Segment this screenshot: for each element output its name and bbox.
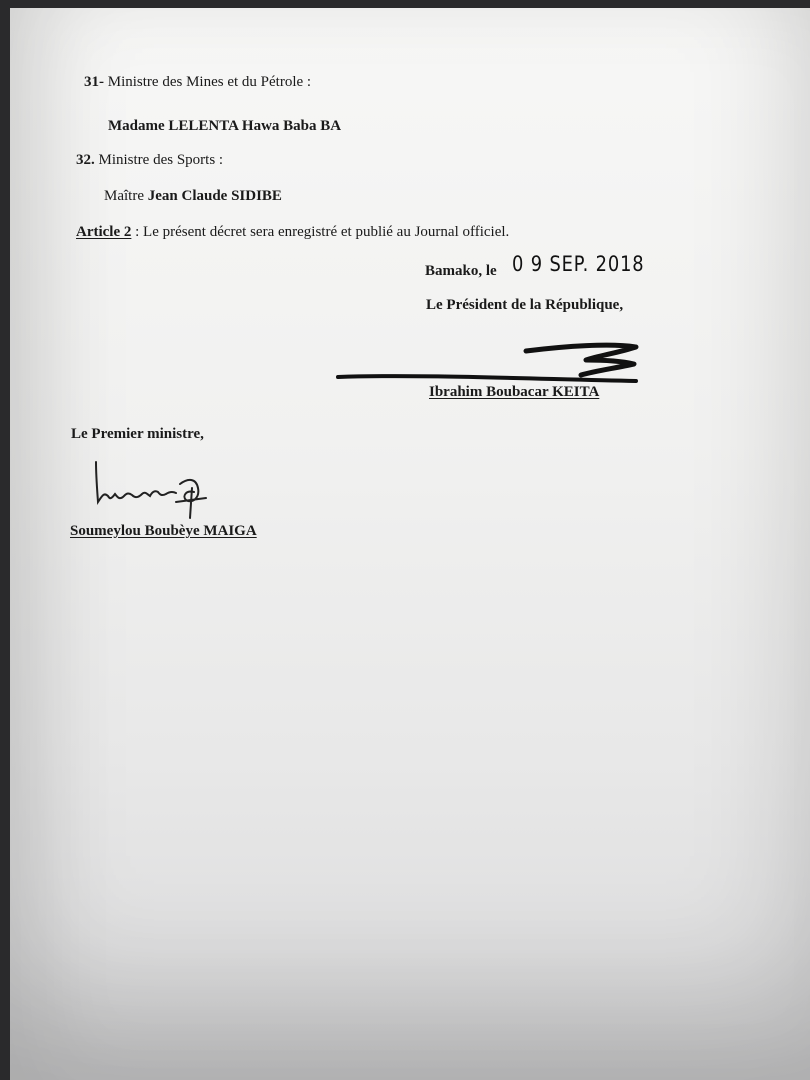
minister-title: Ministre des Mines et du Pétrole :: [107, 74, 312, 90]
minister-32-name: [104, 188, 282, 205]
document-page: [10, 8, 810, 1080]
article-2: [76, 224, 509, 241]
prime-minister-signature: [90, 458, 215, 520]
article-text: : Le présent décret sera enregistré et publié au Journal officiel.: [131, 224, 510, 240]
minister-title: Ministre des Sports :: [98, 152, 224, 168]
name-prefix: Maître: [104, 188, 144, 204]
president-title: Le Président de la République,: [426, 297, 624, 313]
minister-name: Jean Claude SIDIBE: [147, 188, 282, 204]
article-label: Article 2: [76, 224, 132, 240]
prime-minister-name: Soumeylou Boubèye MAIGA: [70, 523, 257, 539]
minister-number: 31-: [84, 74, 104, 90]
place-label: Bamako, le: [425, 263, 497, 279]
date-stamp: 0 9 SEP. 2018: [512, 252, 645, 276]
minister-32-heading: [76, 152, 223, 169]
president-signature: [336, 338, 646, 388]
minister-31-heading: [84, 74, 311, 91]
minister-number: 32.: [76, 152, 95, 168]
president-name: Ibrahim Boubacar KEITA: [429, 384, 600, 400]
prime-minister-title: Le Premier ministre,: [71, 426, 204, 442]
minister-31-name: Madame LELENTA Hawa Baba BA: [108, 118, 342, 134]
